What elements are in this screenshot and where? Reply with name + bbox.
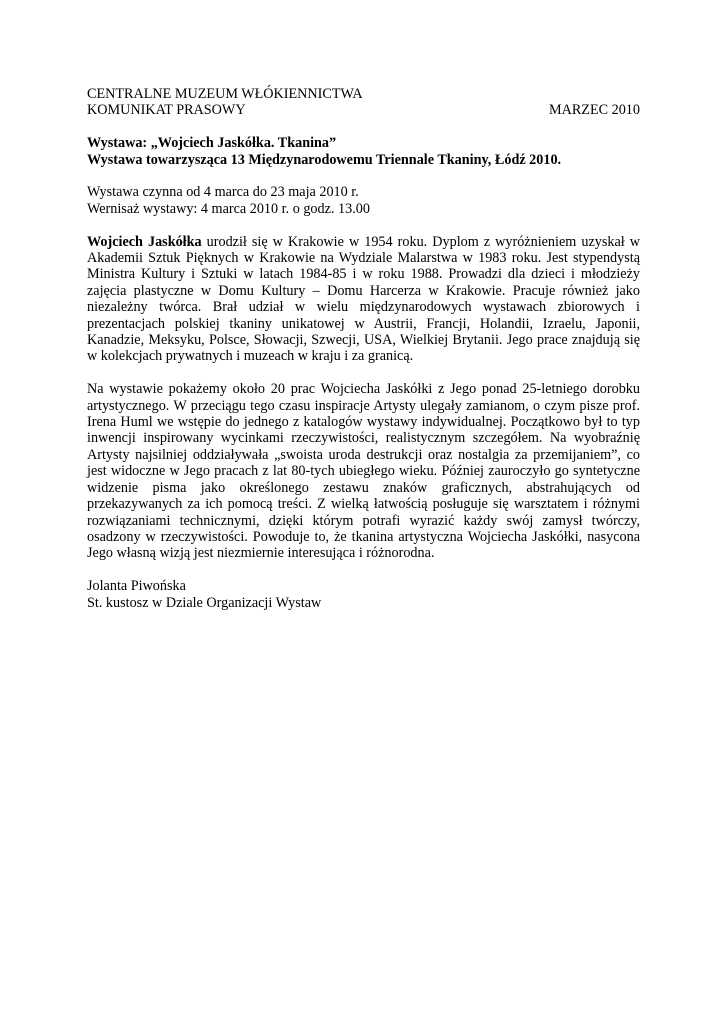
- organization-name: CENTRALNE MUZEUM WŁÓKIENNICTWA: [87, 86, 363, 102]
- header-row: [87, 102, 640, 118]
- exhibition-dates: Wystawa czynna od 4 marca do 23 maja 2010 r.: [87, 184, 359, 201]
- press-release-page: [87, 86, 640, 611]
- signature-role: St. kustosz w Dziale Organizacji Wystaw: [87, 594, 322, 611]
- artist-name: Wojciech Jaskółka: [87, 233, 202, 250]
- bio-text: urodził się w Krakowie w 1954 roku. Dyplom z wyróżnieniem uzyskał w Akademii Sztuk Pięknych w Krakowie na Wydziale Malarstwa w 1983 roku. Jest stypendystą Ministra Kultury i Sztuki w latach 1984-85 i w roku 1988. Prowadzi dla dzieci i młodzieży zajęcia plastyczne w Domu Kultury – Domu Harcerza w Krakowie. Pracuje również jako niezależny twórca. Brał udział w wielu międzynarodowych wystawach zbiorowych i prezentacjach polskiej tkaniny unikatowej w Austrii, Francji, Holandii, Izraelu, Japonii, Kanadzie, Meksyku, Polsce, Słowacji, Szwecji, USA, Wielkiej Brytanii. Jego prace znajdują się w kolekcjach prywatnych i muzeach w kraju i za granicą.: [87, 233, 640, 365]
- document-date: MARZEC 2010: [548, 102, 640, 119]
- signature-name: Jolanta Piwońska: [87, 578, 186, 595]
- exhibition-subtitle: Wystawa towarzysząca 13 Międzynarodowemu Triennale Tkaniny, Łódź 2010.: [87, 151, 562, 168]
- exhibition-title: Wystawa: „Wojciech Jaskółka. Tkanina”: [87, 135, 337, 152]
- document-type: KOMUNIKAT PRASOWY: [87, 102, 246, 119]
- bio-paragraph: [87, 234, 640, 365]
- vernissage-info: Wernisaż wystawy: 4 marca 2010 r. o godz. 13.00: [87, 200, 370, 217]
- description-paragraph: Na wystawie pokażemy około 20 prac Wojciecha Jaskółki z Jego ponad 25-letniego dorobku artystycznego. W przeciągu tego czasu inspiracje Artysty ulegały zamianom, o czym pisze prof. Irena Huml we wstępie do jednego z katalogów wystawy indywidualnej. Początkowo był to typ inwencji inspirowany wycinkami rzeczywistości, realistycznym szczegółem. Na wyobraźnię Artysty najsilniej oddziaływała „swoista uroda destrukcji oraz nostalgia za przemijaniem”, co jest widoczne w Jego pracach z lat 80-tych ubiegłego wieku. Później zauroczyło go syntetyczne widzenie pisma jako określonego zestawu znaków graficznych, abstrahujących od przekazywanych za ich pomocą treści. Z wielką łatwością posługuje się warsztatem i różnymi rozwiązaniami technicznymi, dzięki którym potrafi wyrazić każdy swój zamysł twórczy, osadzony w rzeczywistości. Powoduje to, że tkanina artystyczna Wojciecha Jaskółki, nasycona Jego własną wizją jest niezmiernie interesująca i różnorodna.: [87, 381, 640, 562]
